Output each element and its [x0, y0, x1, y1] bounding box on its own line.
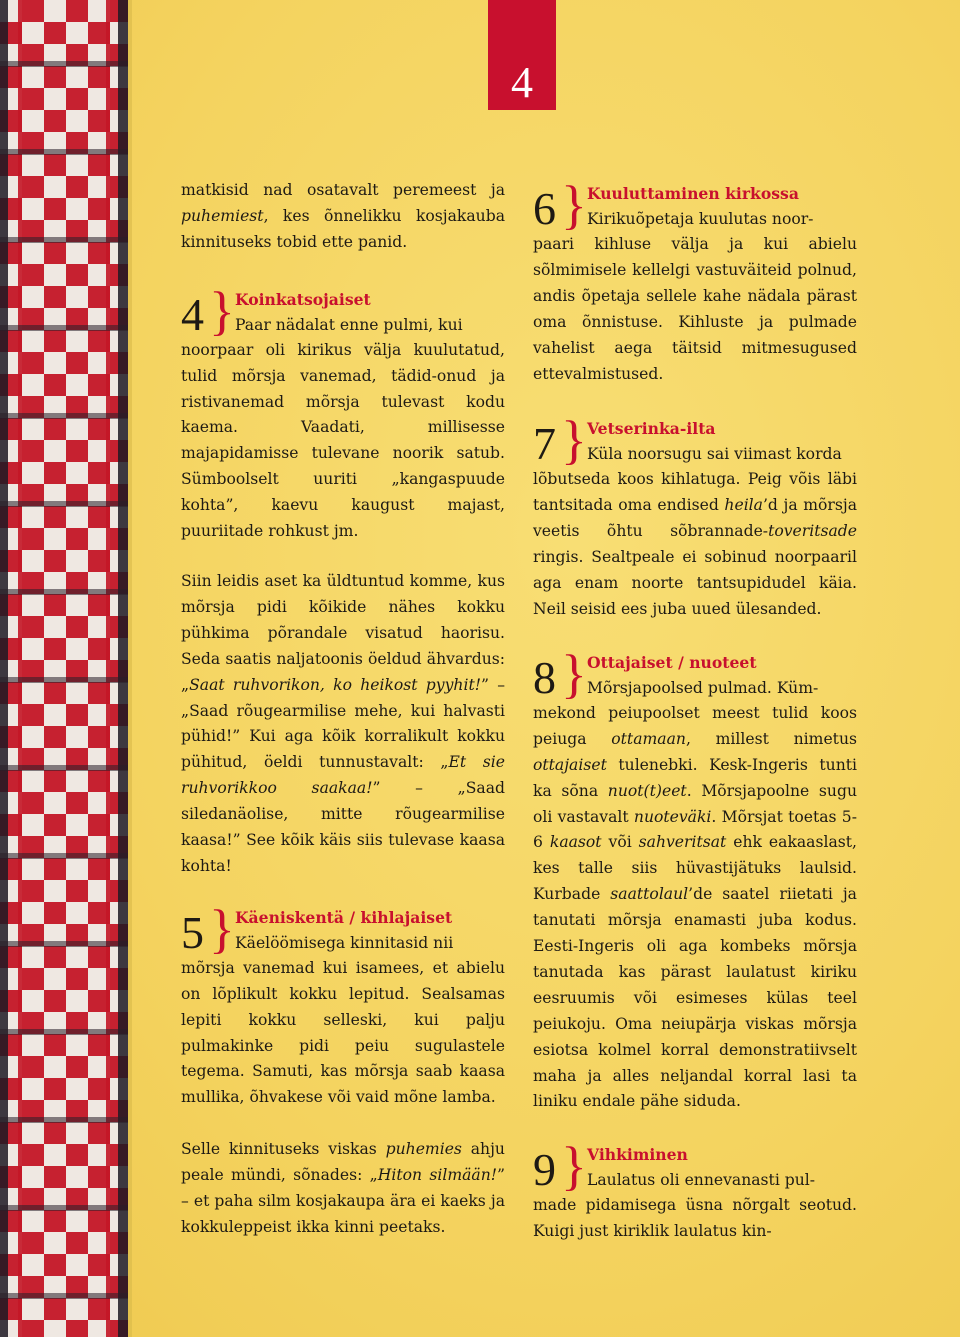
brace-icon: } [561, 410, 587, 471]
section-body: mekond peiupoolset meest tulid koos peiuga ottamaan, millest nimetus ottajaiset tulenebki. Kesk-Ingeris tunti ka sõna nuot(t)eet. Mõrsjapoolne sugu oli vastavalt nuoteväki. Mõrsjat toetas 5-6 kaasot või sahveritsat ehk eakaaslast, kes talle siis hüvastijätuks laulsid. Kurbade saattolaul’de saatel riietati ja tanutati mõrsja enamasti juba kodus. Eesti-Ingeris oli aga kombeks mõrsja tanutada kas pärast laulatust kiriku eesruumis või esimeses külas teel peiukoju. Oma neiupärja viskas mõrsja esiotsa kolmel korral demonstratiivselt maha ja alles neljandal korral lasi ta liniku endale pähe siduda. [533, 703, 858, 1111]
section-body: paari kihluse välja ja kui abielu sõlmimisele kellelgi vastuväiteid polnud, andis õpetaja sellele kahe nädala pärast oma õnnistuse. Kihluste ja pulmade vahelist aega täitsid mitmesugused ettevalmistused. [533, 235, 857, 383]
page-number-tab [488, 0, 556, 110]
left-column [181, 178, 505, 1241]
section-4 [181, 280, 505, 545]
right-column [533, 175, 858, 1245]
section-number: 6 [533, 183, 556, 234]
section-title: Vetserinka-ilta [587, 419, 716, 439]
section-first-line: Käelöömisega kinnitasid nii [235, 933, 454, 952]
woven-ornament-band [0, 0, 128, 1337]
page-number: 4 [511, 58, 533, 107]
section-number: 7 [533, 418, 556, 470]
brace-icon: } [209, 898, 235, 959]
section-7 [533, 410, 857, 622]
section-title: Koinkatsojaiset [235, 289, 371, 309]
section-8 [533, 643, 858, 1116]
section-header [533, 643, 857, 704]
section-number: 5 [181, 906, 204, 958]
section-number: 4 [181, 288, 204, 340]
section-body: mõrsja vanemad kui isamees, et abielu on lõplikult kokku lepitud. Sealsamas lepiti kokku selleski, kui palju pulmakinke pidi peiu sugulastele tegema. Samuti, kas mõrsja saab kaasa mullika, õhvakese või vaid mõne lamba. [181, 958, 505, 1107]
section-first-line: Laulatus oli ennevanasti pul- [587, 1171, 816, 1190]
section-6 [533, 175, 857, 387]
section-title: Ottajaiset / nuoteet [587, 652, 757, 672]
band-edge [128, 0, 132, 1337]
brace-icon: } [561, 1136, 587, 1197]
section-title: Kuuluttaminen kirkossa [587, 184, 799, 203]
section-number: 8 [533, 651, 556, 703]
section-5 [181, 898, 505, 1111]
section-header [533, 175, 857, 235]
section-first-line: Kirikuõpetaja kuulutas noor- [587, 209, 814, 228]
section-9 [533, 1136, 857, 1245]
section-first-line: Mõrsjapoolsed pulmad. Küm- [587, 678, 819, 697]
section-title: Käeniskentä / kihlajaiset [235, 907, 453, 927]
section-number: 9 [533, 1144, 556, 1196]
brace-icon: } [561, 643, 587, 704]
section-header [533, 1136, 857, 1197]
brace-icon: } [561, 175, 587, 235]
section-body: made pidamisega üsna nõrgalt seotud. Kuigi just kiriklik laulatus kin- [533, 1196, 857, 1241]
section-body: lõbutseda koos kihlatuga. Peig võis läbi tantsitada oma endised heila’d ja mõrsja veetis õhtu sõbrannade-toveritsade ringis. Sealtpeale ei sobinud noorpaaril aga enam noorte tantsupidudel käia. Neil seisid ees juba uued ülesanded. [533, 470, 857, 618]
section-header [181, 280, 505, 341]
section-header [533, 410, 857, 471]
paragraph-broom-custom: Siin leidis aset ka üldtuntud komme, kus mõrsja pidi kõikide nähes kokku pühkima põrandale visatud haorisu. Seda saatis naljatoonis öeldud ähvardus: „Saat ruhvorikon, ko heikost pyyhit!” – „Saad rõugearmilise mehe, kui halvasti pühid!” Kui aga kõik korralikult kokku pühitud, öeldi tunnustavalt: „Et sie ruhvorikkoo saakaa!” – „Saad siledanäolise, mitte rõugearmilise kaasa!” See kõik käis siis tulevase kaasa kohta! [181, 571, 505, 875]
section-body: noorpaar oli kirikus välja kuulutatud, tulid mõrsja vanemad, tädid-onud ja ristivanemad mõrsja tulevast kodu kaema. Vaadati, millisesse majapidamisse tulevane noorik satub. Sümboolselt uuriti „kangaspuude kohta”, kaevu kaugust majast, puuriitade rohkust jm. [181, 340, 505, 541]
paragraph-coin: Selle kinnituseks viskas puhemies ahju peale mündi, sõnades: „Hiton silmään!” – et paha silm kosjakaupa ära ei kaeks ja kokkuleppeist ikka kinni peetaks. [181, 1140, 505, 1236]
section-first-line: Küla noorsugu sai viimast korda [587, 445, 842, 464]
section-first-line: Paar nädalat enne pulmi, kui [235, 315, 463, 334]
section-header [181, 898, 505, 959]
section-title: Vihkiminen [587, 1145, 688, 1165]
brace-icon: } [209, 280, 235, 341]
intro-paragraph: matkisid nad osatavalt peremeest ja puhemiest, kes õnnelikku kosjakauba kinnituseks tobid ette panid. [181, 181, 505, 251]
